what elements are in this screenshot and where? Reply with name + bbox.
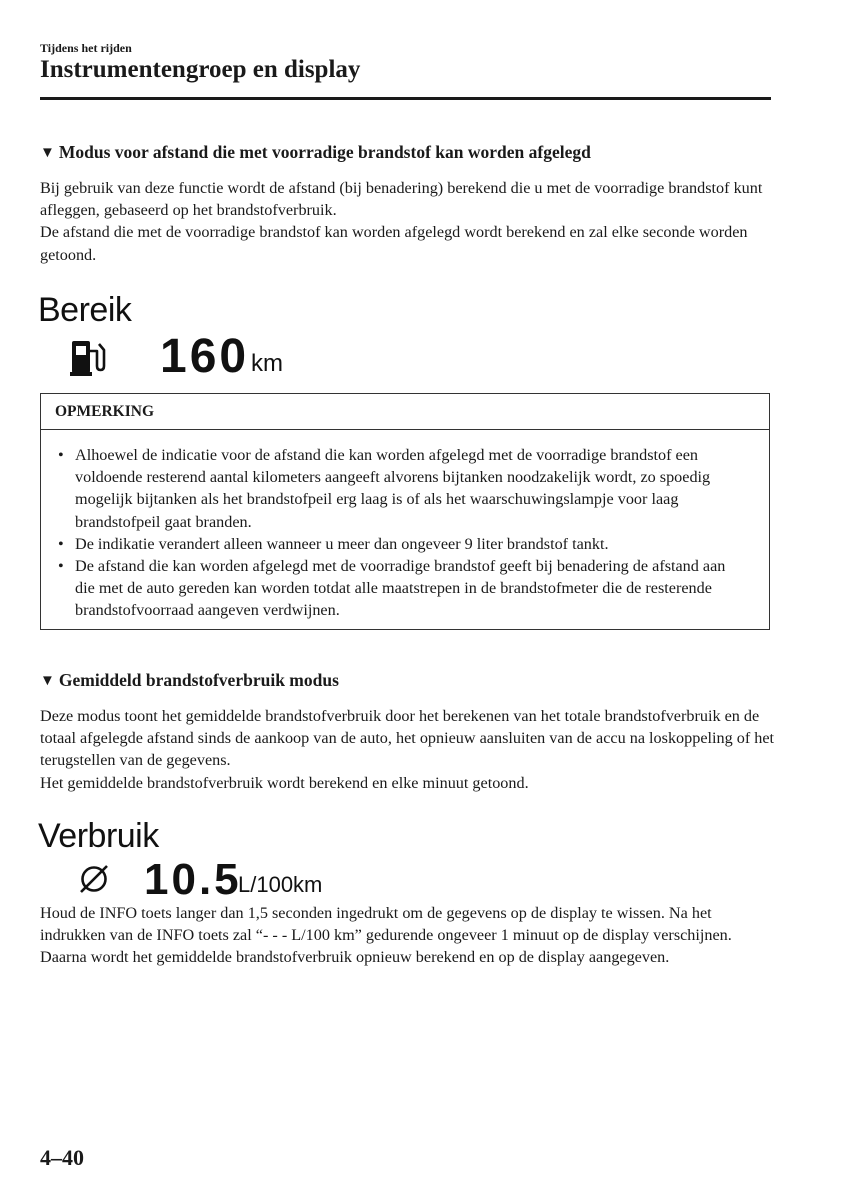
section-heading-average (40, 670, 339, 691)
title-divider (40, 97, 771, 100)
section-heading-average-text: Gemiddeld brandstofverbruik modus (58, 670, 339, 690)
triangle-marker-icon: ▼ (40, 673, 55, 689)
triangle-marker-icon: ▼ (40, 145, 55, 161)
note-box (40, 393, 770, 630)
page-title: Instrumentengroep en display (40, 56, 361, 83)
note-item (41, 555, 769, 622)
range-display-label: Bereik (38, 291, 132, 329)
note-item-text: De indikatie verandert alleen wanneer u meer dan ongeveer 9 liter brandstof tankt. (75, 534, 609, 553)
section-average-paragraph: Deze modus toont het gemiddelde brandstofverbruik door het berekenen van het totale brandstofverbruik en de totaal afgelegde afstand sinds de aankoop van de auto, het opnieuw aansluiten van de accu na loskoppeling of het terugstellen van de gegevens. Het gemiddelde brandstofverbruik wordt berekend en elke minuut getoond. (40, 707, 775, 792)
fuel-pump-icon (70, 338, 106, 378)
note-list (41, 430, 769, 622)
reset-instructions-paragraph: Houd de INFO toets langer dan 1,5 seconden ingedrukt om de gegevens op de display te wissen. Na het indrukken van de INFO toets zal “- - - L/100 km” gedurende ongeveer 1 minuut op de display verschijnen. Daarna wordt het gemiddelde brandstofverbruik opnieuw berekend en op de display aangegeven. (40, 904, 732, 967)
note-item-text: Alhoewel de indicatie voor de afstand die kan worden afgelegd met de voorradige brandstof een voldoende resterend aantal kilometers aangeeft alvorens bijtanken noodzakelijk wordt, zo spoedig mogelijk bijtanken als het brandstofpeil erg laag is of als het waarschuwingslampje voor laag brandstofpeil gaat branden. (75, 446, 711, 531)
section-range-paragraph: Bij gebruik van deze functie wordt de afstand (bij benadering) berekend die u met de voorradige brandstof kunt afleggen, gebaseerd op het brandstofverbruik. De afstand die met de voorradige brandstof kan worden afgelegd wordt berekend en zal elke seconde worden getoond. (40, 179, 763, 264)
consumption-value: 10.5 (144, 855, 242, 904)
range-value: 160 (160, 330, 250, 383)
note-item (41, 444, 769, 533)
chapter-label: Tijdens het rijden (40, 41, 132, 55)
average-icon (76, 861, 112, 897)
bullet-icon: • (58, 446, 64, 464)
page-number: 4–40 (40, 1145, 84, 1170)
bullet-icon: • (58, 534, 64, 553)
consumption-display-label: Verbruik (38, 817, 159, 855)
note-title: OPMERKING (41, 394, 769, 430)
note-item (41, 533, 769, 555)
section-heading-range-text: Modus voor afstand die met voorradige brandstof kan worden afgelegd (58, 142, 591, 162)
consumption-unit: L/100km (238, 872, 323, 897)
section-heading-range (40, 142, 591, 163)
bullet-icon: • (58, 557, 64, 576)
note-item-text: De afstand die kan worden afgelegd met de voorradige brandstof geeft bij benadering de afstand aan die met de auto gereden kan worden totdat alle maatstrepen in de brandstofmeter die de resterende brandstofvoorraad aangeven verdwijnen. (75, 557, 726, 620)
range-unit: km (251, 350, 283, 377)
